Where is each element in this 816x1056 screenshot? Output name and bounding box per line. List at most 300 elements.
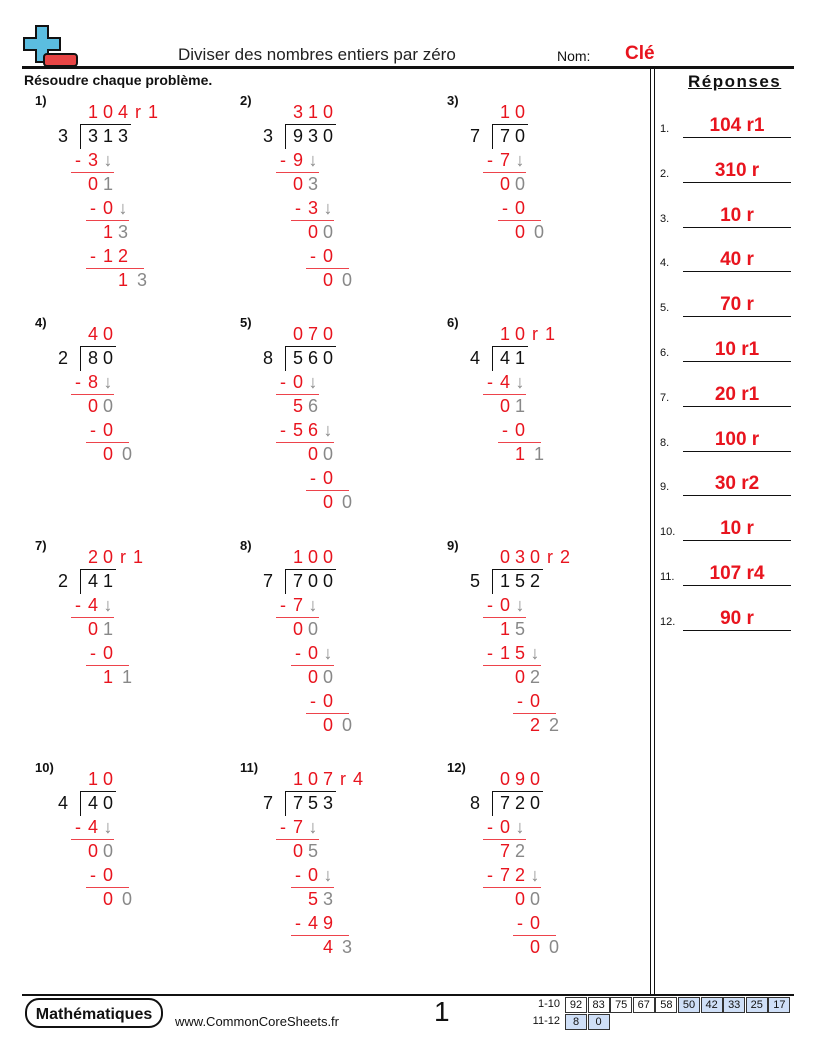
problem xyxy=(35,93,235,321)
remainder-digit: 1 xyxy=(499,619,510,639)
minus-sign: - xyxy=(517,691,523,711)
minus-sign: - xyxy=(280,420,286,440)
dividend-digit: 3 xyxy=(322,793,333,813)
dividend-digit: 3 xyxy=(87,126,98,146)
quotient-digit: 0 xyxy=(102,102,113,122)
subtract-digit: 0 xyxy=(499,817,510,837)
remainder-digit: 0 xyxy=(102,889,113,909)
bring-down-arrow-icon: ↓ xyxy=(308,372,318,392)
bring-down-arrow-icon: ↓ xyxy=(323,198,333,218)
subtract-digit: 1 xyxy=(102,246,113,266)
subtract-digit: 0 xyxy=(102,643,113,663)
remainder-digit: 0 xyxy=(292,174,303,194)
problem xyxy=(447,315,647,543)
bring-down-arrow-icon: ↓ xyxy=(118,198,128,218)
subtract-digit: 7 xyxy=(499,865,510,885)
subtract-digit: 7 xyxy=(292,817,303,837)
divisor: 2 xyxy=(57,571,68,591)
remainder-digit: 0 xyxy=(322,715,333,735)
subtract-digit: 0 xyxy=(529,691,540,711)
answer-number: 11. xyxy=(660,571,675,583)
carried-digit: 2 xyxy=(548,715,559,735)
quotient-digit: 1 xyxy=(499,324,510,344)
division-bar xyxy=(492,569,543,570)
quotient-digit: 7 xyxy=(322,769,333,789)
quotient-digit: 1 xyxy=(499,102,510,122)
quotient-digit: r xyxy=(120,547,126,567)
answer-line xyxy=(683,406,791,407)
score-cell: 67 xyxy=(633,997,655,1013)
problem-number: 8) xyxy=(240,538,252,553)
quotient-digit: r xyxy=(547,547,553,567)
answer-value: 20 r1 xyxy=(714,383,760,405)
division-bar xyxy=(80,791,116,792)
answer-line xyxy=(683,227,791,228)
carried-digit: 0 xyxy=(548,937,559,957)
carried-digit: 0 xyxy=(341,492,352,512)
subtract-digit: 4 xyxy=(307,913,318,933)
problem-number: 2) xyxy=(240,93,252,108)
dividend-digit: 7 xyxy=(499,126,510,146)
quotient-digit: 2 xyxy=(559,547,570,567)
dividend-digit: 4 xyxy=(87,571,98,591)
answer-value: 310 r xyxy=(714,159,760,181)
quotient-digit: 0 xyxy=(322,102,333,122)
score-cell: 42 xyxy=(701,997,723,1013)
footer-divider xyxy=(22,994,794,996)
remainder-digit: 0 xyxy=(322,270,333,290)
division-bar xyxy=(285,346,336,347)
answer-number: 1. xyxy=(660,123,670,135)
bring-down-arrow-icon: ↓ xyxy=(308,817,318,837)
division-bracket xyxy=(492,347,493,371)
subtract-digit: 0 xyxy=(102,865,113,885)
quotient-digit: 1 xyxy=(307,102,318,122)
dividend-digit: 2 xyxy=(529,571,540,591)
subtract-digit: 7 xyxy=(292,595,303,615)
bring-down-arrow-icon: ↓ xyxy=(308,595,318,615)
subtract-digit: 0 xyxy=(102,420,113,440)
dividend-digit: 5 xyxy=(514,571,525,591)
dividend-digit: 2 xyxy=(514,793,525,813)
dividend-digit: 1 xyxy=(514,348,525,368)
minus-sign: - xyxy=(280,595,286,615)
subtract-digit: 2 xyxy=(514,865,525,885)
problem-number: 7) xyxy=(35,538,47,553)
answer-value: 10 r1 xyxy=(714,339,760,360)
carried-digit: 3 xyxy=(117,222,128,242)
divisor: 8 xyxy=(469,793,480,813)
quotient-digit: 4 xyxy=(87,324,98,344)
answer-number: 10. xyxy=(660,526,676,539)
divisor: 3 xyxy=(262,126,273,146)
carried-digit: 5 xyxy=(307,841,318,861)
answer-line xyxy=(683,585,791,586)
score-cell: 50 xyxy=(678,997,700,1013)
problem xyxy=(240,93,440,321)
remainder-digit: 0 xyxy=(529,937,540,957)
remainder-digit: 0 xyxy=(87,396,98,416)
division-bracket xyxy=(492,125,493,149)
score-cell: 25 xyxy=(746,997,768,1013)
carried-digit: 0 xyxy=(529,889,540,909)
problem-number: 10) xyxy=(35,760,54,775)
division-bracket xyxy=(80,570,81,594)
divisor: 4 xyxy=(57,793,68,813)
quotient-digit: 4 xyxy=(352,769,363,789)
dividend-digit: 7 xyxy=(292,571,303,591)
answer-column-divider xyxy=(654,68,655,996)
answer-value: 107 r4 xyxy=(709,563,765,584)
dividend-digit: 1 xyxy=(102,126,113,146)
carried-digit: 0 xyxy=(102,396,113,416)
minus-sign: - xyxy=(502,198,508,218)
subtract-digit: 4 xyxy=(87,817,98,837)
answer-line xyxy=(683,137,791,138)
quotient-digit: 7 xyxy=(307,324,318,344)
carried-digit: 1 xyxy=(121,667,132,687)
answer-value: 10 r xyxy=(720,518,754,540)
answer-column-divider xyxy=(650,68,651,996)
worksheet-title: Diviser des nombres entiers par zéro xyxy=(178,45,456,64)
divisor: 3 xyxy=(57,126,68,146)
subtract-digit: 0 xyxy=(322,246,333,266)
quotient-digit: 3 xyxy=(292,102,303,122)
answer-line xyxy=(683,630,791,631)
quotient-digit: 0 xyxy=(307,769,318,789)
remainder-digit: 5 xyxy=(307,889,318,909)
divisor: 7 xyxy=(262,571,273,591)
problem xyxy=(447,760,647,988)
remainder-digit: 0 xyxy=(307,222,318,242)
subtract-digit: 3 xyxy=(307,198,318,218)
division-bar xyxy=(80,569,116,570)
quotient-digit: 1 xyxy=(292,769,303,789)
subtract-digit: 6 xyxy=(307,420,318,440)
dividend-digit: 1 xyxy=(102,571,113,591)
dividend-digit: 9 xyxy=(292,126,303,146)
carried-digit: 0 xyxy=(341,715,352,735)
subtract-digit: 0 xyxy=(292,372,303,392)
quotient-digit: 0 xyxy=(102,547,113,567)
quotient-digit: r xyxy=(340,769,346,789)
subtract-digit: 0 xyxy=(307,643,318,663)
dividend-digit: 8 xyxy=(87,348,98,368)
bring-down-arrow-icon: ↓ xyxy=(308,150,318,170)
bring-down-arrow-icon: ↓ xyxy=(515,817,525,837)
carried-digit: 0 xyxy=(307,619,318,639)
minus-sign: - xyxy=(487,595,493,615)
division-bar xyxy=(80,346,116,347)
carried-digit: 0 xyxy=(514,174,525,194)
divisor: 7 xyxy=(469,126,480,146)
division-bar xyxy=(492,124,528,125)
division-bar xyxy=(285,124,336,125)
subtract-digit: 0 xyxy=(514,198,525,218)
subtract-digit: 0 xyxy=(499,595,510,615)
remainder-digit: 0 xyxy=(499,396,510,416)
dividend-digit: 7 xyxy=(499,793,510,813)
answer-line xyxy=(683,182,791,183)
division-bar xyxy=(285,569,336,570)
quotient-digit: 0 xyxy=(322,547,333,567)
dividend-digit: 3 xyxy=(117,126,128,146)
problem xyxy=(240,538,440,766)
carried-digit: 0 xyxy=(121,444,132,464)
dividend-digit: 1 xyxy=(499,571,510,591)
dividend-digit: 4 xyxy=(87,793,98,813)
dividend-digit: 0 xyxy=(102,348,113,368)
division-bracket xyxy=(285,792,286,816)
minus-sign: - xyxy=(90,198,96,218)
minus-sign: - xyxy=(487,817,493,837)
quotient-digit: 0 xyxy=(529,547,540,567)
subtract-digit: 0 xyxy=(102,198,113,218)
page-number: 1 xyxy=(434,996,450,1027)
minus-sign: - xyxy=(295,643,301,663)
division-bar xyxy=(492,791,543,792)
minus-sign: - xyxy=(75,372,81,392)
answer-value: 70 r xyxy=(720,294,754,316)
carried-digit: 5 xyxy=(514,619,525,639)
score-cell: 58 xyxy=(655,997,677,1013)
quotient-digit: r xyxy=(135,102,141,122)
bring-down-arrow-icon: ↓ xyxy=(323,643,333,663)
quotient-digit: 1 xyxy=(147,102,158,122)
answers-title: Réponses xyxy=(688,72,782,91)
division-bracket xyxy=(285,125,286,149)
divisor: 8 xyxy=(262,348,273,368)
carried-digit: 0 xyxy=(322,444,333,464)
division-bracket xyxy=(285,347,286,371)
remainder-digit: 0 xyxy=(87,619,98,639)
subtract-digit: 5 xyxy=(514,643,525,663)
carried-digit: 3 xyxy=(307,174,318,194)
bring-down-arrow-icon: ↓ xyxy=(323,865,333,885)
subtract-digit: 9 xyxy=(322,913,333,933)
subtract-digit: 3 xyxy=(87,150,98,170)
answer-number: 8. xyxy=(660,436,670,449)
quotient-digit: 0 xyxy=(514,102,525,122)
carried-digit: 0 xyxy=(322,667,333,687)
instructions: Résoudre chaque problème. xyxy=(24,72,213,88)
dividend-digit: 6 xyxy=(307,348,318,368)
minus-sign: - xyxy=(280,817,286,837)
dividend-digit: 4 xyxy=(499,348,510,368)
quotient-digit: 1 xyxy=(132,547,143,567)
remainder-digit: 0 xyxy=(322,492,333,512)
quotient-digit: 4 xyxy=(117,102,128,122)
quotient-digit: 1 xyxy=(544,324,555,344)
score-cell: 33 xyxy=(723,997,745,1013)
divisor: 7 xyxy=(262,793,273,813)
problem-number: 4) xyxy=(35,315,47,330)
problem-number: 1) xyxy=(35,93,47,108)
remainder-digit: 0 xyxy=(499,174,510,194)
dividend-digit: 0 xyxy=(322,348,333,368)
site-url: www.CommonCoreSheets.fr xyxy=(175,1014,339,1029)
carried-digit: 1 xyxy=(102,619,113,639)
remainder-digit: 0 xyxy=(87,841,98,861)
subtract-digit: 0 xyxy=(322,691,333,711)
minus-sign: - xyxy=(487,372,493,392)
bring-down-arrow-icon: ↓ xyxy=(515,150,525,170)
quotient-digit: 0 xyxy=(292,324,303,344)
carried-digit: 0 xyxy=(121,889,132,909)
answer-line xyxy=(683,316,791,317)
quotient-digit: 3 xyxy=(514,547,525,567)
quotient-digit: r xyxy=(532,324,538,344)
bring-down-arrow-icon: ↓ xyxy=(103,817,113,837)
answer-number: 9. xyxy=(660,481,670,494)
carried-digit: 0 xyxy=(322,222,333,242)
dividend-digit: 5 xyxy=(292,348,303,368)
carried-digit: 1 xyxy=(533,444,544,464)
subtract-digit: 5 xyxy=(292,420,303,440)
remainder-digit: 0 xyxy=(307,667,318,687)
division-bar xyxy=(285,791,336,792)
problem-number: 6) xyxy=(447,315,459,330)
answer-number: 3. xyxy=(660,212,670,225)
minus-sign: - xyxy=(502,420,508,440)
remainder-digit: 0 xyxy=(292,841,303,861)
dividend-digit: 0 xyxy=(529,793,540,813)
problem-number: 12) xyxy=(447,760,466,775)
quotient-digit: 1 xyxy=(292,547,303,567)
divisor: 2 xyxy=(57,348,68,368)
answer-value: 10 r xyxy=(720,204,754,226)
minus-sign: - xyxy=(280,150,286,170)
carried-digit: 0 xyxy=(533,222,544,242)
remainder-digit: 1 xyxy=(117,270,128,290)
carried-digit: 6 xyxy=(307,396,318,416)
carried-digit: 1 xyxy=(102,174,113,194)
bring-down-arrow-icon: ↓ xyxy=(515,595,525,615)
score-cell: 17 xyxy=(768,997,790,1013)
dividend-digit: 0 xyxy=(102,793,113,813)
division-bracket xyxy=(80,125,81,149)
score-row-label: 11-12 xyxy=(532,1015,560,1027)
score-cell: 75 xyxy=(610,997,632,1013)
carried-digit: 3 xyxy=(136,270,147,290)
subtract-digit: 8 xyxy=(87,372,98,392)
minus-sign: - xyxy=(75,817,81,837)
division-bracket xyxy=(492,570,493,594)
divisor: 4 xyxy=(469,348,480,368)
bring-down-arrow-icon: ↓ xyxy=(103,595,113,615)
problem-number: 3) xyxy=(447,93,459,108)
score-cell: 8 xyxy=(565,1014,587,1030)
remainder-digit: 0 xyxy=(514,222,525,242)
quotient-digit: 0 xyxy=(322,324,333,344)
remainder-digit: 0 xyxy=(102,444,113,464)
remainder-digit: 1 xyxy=(514,444,525,464)
minus-sign: - xyxy=(75,150,81,170)
answer-value: 90 r xyxy=(720,607,754,629)
quotient-digit: 1 xyxy=(87,102,98,122)
quotient-digit: 1 xyxy=(87,769,98,789)
header-divider xyxy=(22,66,794,69)
minus-sign: - xyxy=(487,865,493,885)
subtract-digit: 9 xyxy=(292,150,303,170)
quotient-digit: 0 xyxy=(102,324,113,344)
subtract-digit: 2 xyxy=(117,246,128,266)
remainder-digit: 5 xyxy=(292,396,303,416)
subject-badge: Mathématiques xyxy=(25,998,163,1028)
answer-number: 12. xyxy=(660,615,676,628)
answer-line xyxy=(683,540,791,541)
dividend-digit: 0 xyxy=(307,571,318,591)
quotient-digit: 0 xyxy=(499,547,510,567)
carried-digit: 3 xyxy=(341,937,352,957)
subtract-digit: 7 xyxy=(499,150,510,170)
remainder-digit: 0 xyxy=(514,667,525,687)
remainder-digit: 4 xyxy=(322,937,333,957)
remainder-digit: 1 xyxy=(102,667,113,687)
bring-down-arrow-icon: ↓ xyxy=(323,420,333,440)
remainder-digit: 2 xyxy=(529,715,540,735)
quotient-digit: 0 xyxy=(514,324,525,344)
quotient-digit: 0 xyxy=(307,547,318,567)
carried-digit: 0 xyxy=(102,841,113,861)
minus-sign: - xyxy=(310,691,316,711)
answer-value: 30 r2 xyxy=(714,473,760,495)
bring-down-arrow-icon: ↓ xyxy=(530,865,540,885)
problem xyxy=(240,315,440,543)
minus-sign: - xyxy=(90,420,96,440)
minus-sign: - xyxy=(310,468,316,488)
problem xyxy=(35,538,235,766)
score-cell: 0 xyxy=(588,1014,610,1030)
remainder-digit: 0 xyxy=(87,174,98,194)
remainder-digit: 0 xyxy=(292,619,303,639)
quotient-digit: 0 xyxy=(102,769,113,789)
division-bracket xyxy=(80,792,81,816)
subtract-digit: 0 xyxy=(514,420,525,440)
dividend-digit: 0 xyxy=(514,126,525,146)
score-cell: 83 xyxy=(588,997,610,1013)
bring-down-arrow-icon: ↓ xyxy=(515,372,525,392)
dividend-digit: 0 xyxy=(322,126,333,146)
answer-number: 7. xyxy=(660,391,670,404)
division-bracket xyxy=(285,570,286,594)
bring-down-arrow-icon: ↓ xyxy=(530,643,540,663)
subtract-digit: 4 xyxy=(499,372,510,392)
problem-number: 5) xyxy=(240,315,252,330)
subtract-digit: 4 xyxy=(87,595,98,615)
carried-digit: 0 xyxy=(341,270,352,290)
answer-line xyxy=(683,451,791,452)
problem xyxy=(35,315,235,543)
subtract-digit: 0 xyxy=(307,865,318,885)
minus-sign: - xyxy=(90,865,96,885)
minus-sign: - xyxy=(75,595,81,615)
dividend-digit: 5 xyxy=(307,793,318,813)
name-value: Clé xyxy=(625,43,655,64)
dividend-digit: 3 xyxy=(307,126,318,146)
remainder-digit: 0 xyxy=(307,444,318,464)
problem-number: 11) xyxy=(240,760,259,775)
bring-down-arrow-icon: ↓ xyxy=(103,372,113,392)
quotient-digit: 0 xyxy=(499,769,510,789)
minus-sign: - xyxy=(517,913,523,933)
problem xyxy=(447,93,647,321)
carried-digit: 2 xyxy=(514,841,525,861)
division-bar xyxy=(80,124,131,125)
dividend-digit: 0 xyxy=(322,571,333,591)
answer-number: 5. xyxy=(660,302,670,315)
logo-plus-minus-icon xyxy=(22,24,80,68)
